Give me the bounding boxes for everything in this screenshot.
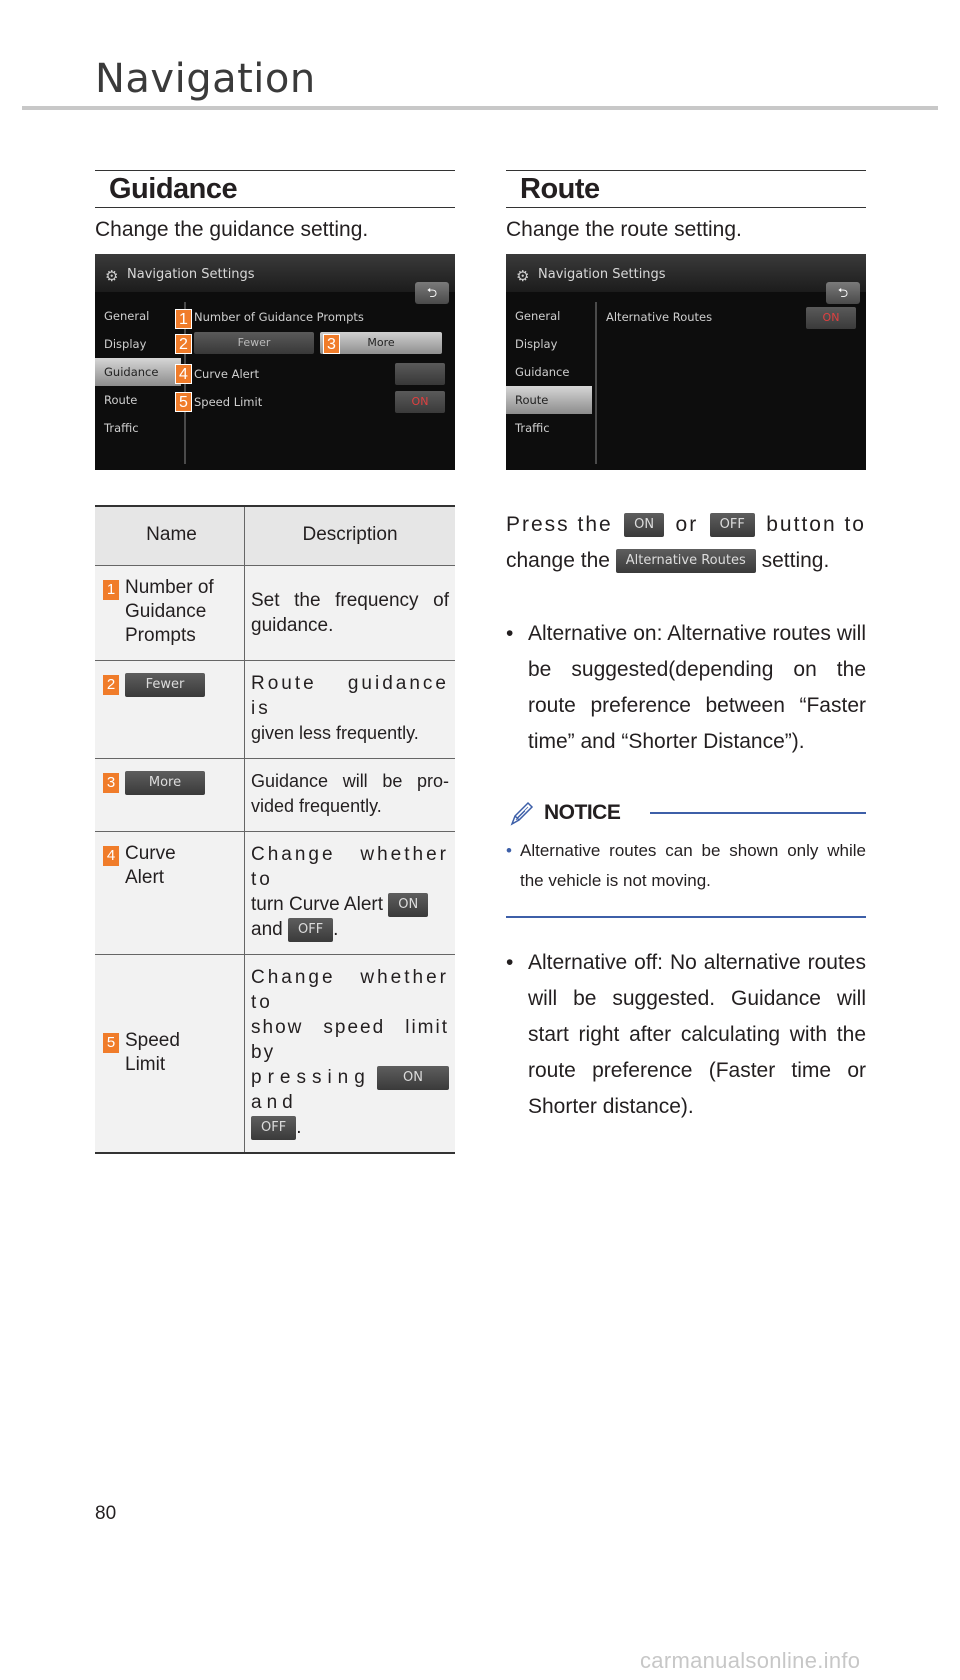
callout-5: 5	[175, 392, 192, 412]
off-chip: OFF	[710, 513, 755, 537]
more-chip: More	[125, 771, 205, 795]
guidance-heading-text: Guidance	[109, 173, 238, 205]
guidance-intro: Change the guidance setting.	[95, 218, 369, 241]
on-chip: ON	[624, 513, 664, 537]
settings-menu	[95, 302, 181, 442]
desc-part: given less frequently.	[251, 723, 419, 743]
notice-top-rule	[650, 812, 866, 814]
menu-item-traffic[interactable]: Traffic	[104, 421, 139, 435]
pencil-icon	[506, 798, 536, 828]
alternative-routes-chip: Alternative Routes	[616, 549, 756, 573]
row-description: Set the frequency of guidance.	[251, 590, 449, 636]
page-number: 80	[95, 1503, 117, 1524]
route-intro: Change the route setting.	[506, 218, 742, 241]
row-number: 2	[103, 675, 119, 695]
notice-box	[506, 798, 866, 918]
table-header-description: Description	[245, 506, 456, 566]
row-number: 1	[103, 580, 119, 600]
settings-menu	[506, 302, 592, 442]
table-row	[95, 832, 455, 955]
bullet-text: Alternative on: Alternative routes will be suggested(depending on the route preference between “Faster time” and “Shorter Distance”).	[528, 622, 866, 753]
table-row	[95, 661, 455, 759]
speed-limit-label: Speed Limit	[194, 395, 263, 409]
gear-icon: ⚙	[516, 267, 530, 285]
menu-item-general[interactable]: General	[104, 309, 150, 323]
screen-title: Navigation Settings	[127, 267, 255, 282]
row-number: 4	[103, 846, 119, 866]
notice-bottom-rule	[506, 916, 866, 918]
screen-title: Navigation Settings	[538, 267, 666, 282]
on-chip: ON	[388, 893, 428, 917]
table-header-name: Name	[95, 506, 245, 566]
menu-item-route[interactable]: Route	[104, 393, 138, 407]
guidance-table	[95, 505, 455, 1154]
row-name	[103, 1029, 240, 1077]
bullet-alternative-off	[506, 945, 866, 1125]
route-press-text	[506, 507, 866, 579]
menu-item-route[interactable]: Route	[506, 386, 592, 414]
desc-part: pressing	[251, 1067, 371, 1088]
on-chip: ON	[377, 1066, 449, 1090]
table-header-row	[95, 506, 455, 566]
menu-item-display[interactable]: Display	[104, 337, 147, 351]
row-description	[251, 671, 449, 746]
row-description: Guidance will be pro-vided frequently.	[251, 771, 449, 816]
row-description: Change whether to turn Curve Alert ON and OFF .	[251, 844, 449, 940]
callout-3: 3	[323, 334, 340, 354]
guidance-heading	[95, 170, 455, 208]
route-heading	[506, 170, 866, 208]
row-name-text: Curve Alert	[125, 843, 176, 888]
row-name	[103, 842, 240, 890]
gear-icon: ⚙	[105, 267, 119, 285]
desc-part: turn Curve Alert	[251, 894, 383, 915]
fewer-button[interactable]: Fewer	[194, 332, 314, 354]
bullet-alternative-on	[506, 616, 866, 760]
desc-part: and	[251, 919, 283, 940]
off-chip: OFF	[288, 918, 333, 942]
row-number: 3	[103, 773, 119, 793]
notice-item	[506, 836, 866, 896]
desc-part: show speed limit by	[251, 1017, 449, 1063]
desc-part: Change whether to	[251, 844, 449, 890]
callout-2: 2	[175, 334, 192, 354]
row-description: Change whether to show speed limit by pressing ON and OFF .	[251, 967, 449, 1138]
desc-part: Route guidance is	[251, 673, 449, 719]
fewer-chip: Fewer	[125, 673, 205, 697]
table-row	[95, 566, 455, 661]
callout-4: 4	[175, 364, 192, 384]
title-rule	[22, 106, 938, 110]
press-text-or: or	[675, 513, 699, 536]
press-text-c: change the	[506, 549, 610, 572]
desc-part: Change whether to	[251, 967, 449, 1013]
menu-item-general[interactable]: General	[515, 309, 561, 323]
curve-alert-toggle[interactable]	[395, 363, 445, 385]
bullet-dot: •	[506, 951, 514, 974]
bullet-text: Alternative off: No alternative routes will be suggested. Guidance will start right after calculating with the route preference (Faster time or Shorter distance).	[528, 951, 866, 1118]
notice-text: Alternative routes can be shown only while the vehicle is not moving.	[520, 841, 866, 890]
row-name-text: Number of Guidance Prompts	[125, 577, 214, 646]
back-icon[interactable]: ⮌	[415, 282, 449, 304]
alternative-routes-toggle[interactable]: ON	[806, 307, 856, 329]
menu-item-guidance[interactable]: Guidance	[515, 365, 570, 379]
guidance-prompts-label: Number of Guidance Prompts	[194, 310, 364, 324]
press-text-d: setting.	[761, 549, 830, 572]
screen-title-bar	[95, 254, 455, 292]
back-icon[interactable]: ⮌	[826, 282, 860, 304]
menu-item-display[interactable]: Display	[515, 337, 558, 351]
guidance-screenshot	[95, 254, 455, 470]
more-button[interactable]: More	[320, 332, 442, 354]
speed-limit-toggle[interactable]: ON	[395, 391, 445, 413]
row-name	[103, 769, 240, 795]
press-text-a: Press the	[506, 513, 613, 536]
row-number: 5	[103, 1033, 119, 1053]
desc-part: and	[251, 1092, 298, 1113]
footer-watermark: carmanualsonline.info	[640, 1648, 861, 1673]
row-name	[103, 671, 240, 697]
menu-item-traffic[interactable]: Traffic	[515, 421, 550, 435]
screen-title-bar	[506, 254, 866, 292]
menu-divider	[595, 302, 597, 464]
curve-alert-label: Curve Alert	[194, 367, 259, 381]
row-name-text: Speed Limit	[125, 1029, 180, 1075]
menu-item-guidance[interactable]: Guidance	[95, 358, 181, 386]
row-name	[103, 576, 240, 648]
callout-1: 1	[175, 309, 192, 329]
bullet-dot: •	[506, 841, 512, 860]
page-title: Navigation	[95, 56, 316, 102]
off-chip: OFF	[251, 1116, 296, 1140]
table-row	[95, 955, 455, 1154]
alternative-routes-label: Alternative Routes	[606, 310, 713, 324]
notice-title: NOTICE	[544, 801, 621, 824]
route-heading-text: Route	[520, 173, 600, 205]
route-screenshot	[506, 254, 866, 470]
table-row	[95, 759, 455, 832]
press-text-b: button to	[766, 513, 866, 536]
bullet-dot: •	[506, 622, 514, 645]
